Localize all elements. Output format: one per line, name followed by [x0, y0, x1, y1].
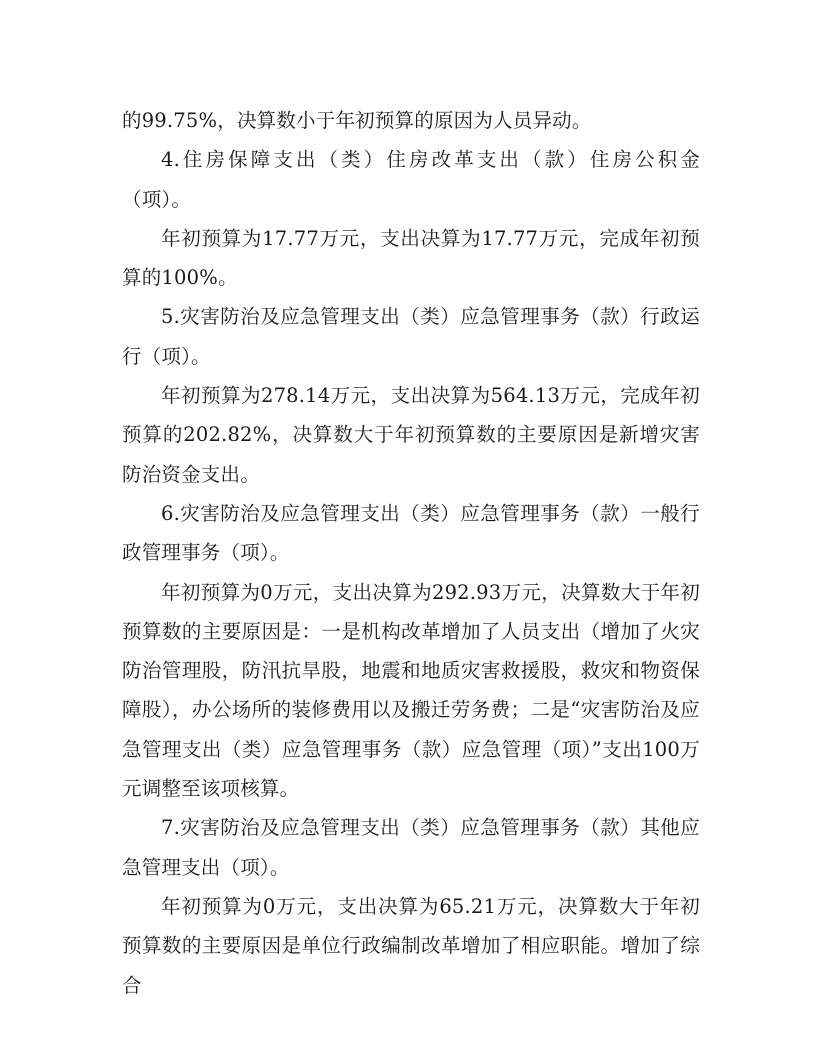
paragraph-8: 7.灾害防治及应急管理支出（类）应急管理事务（款）其他应急管理支出（项）。: [122, 816, 700, 879]
paragraph-4: 5.灾害防治及应急管理支出（类）应急管理事务（款）行政运行（项）。: [122, 305, 700, 368]
paragraph-3: 年初预算为17.77万元，支出决算为17.77万元，完成年初预算的100%。: [122, 226, 700, 290]
paragraph-9: 年初预算为0万元，支出决算为65.21万元，决算数大于年初预算数的主要原因是单位行政编制改革增加了相应职能。增加了综合: [122, 894, 700, 997]
document-body: [122, 101, 700, 1005]
paragraph-7: 年初预算为0万元，支出决算为292.93万元，决算数大于年初预算数的主要原因是：一是机构改革增加了人员支出（增加了火灾防治管理股，防汛抗旱股，地震和地质灾害救援股，救灾和物资保障股），办公场所的装修费用以及搬迁劳务费；二是“灾害防治及应急管理支出（类）应急管理事务（款）应急管理（项）”支出100万元调整至该项核算。: [122, 580, 700, 801]
paragraph-5: 年初预算为278.14万元，支出决算为564.13万元，完成年初预算的202.82%，决算数大于年初预算数的主要原因是新增灾害防治资金支出。: [122, 384, 700, 486]
paragraph-1: 的99.75%，决算数小于年初预算的原因为人员异动。: [122, 109, 592, 132]
paragraph-6: 6.灾害防治及应急管理支出（类）应急管理事务（款）一般行政管理事务（项）。: [122, 501, 700, 565]
paragraph-2: 4.住房保障支出（类）住房改革支出（款）住房公积金（项）。: [122, 148, 700, 211]
